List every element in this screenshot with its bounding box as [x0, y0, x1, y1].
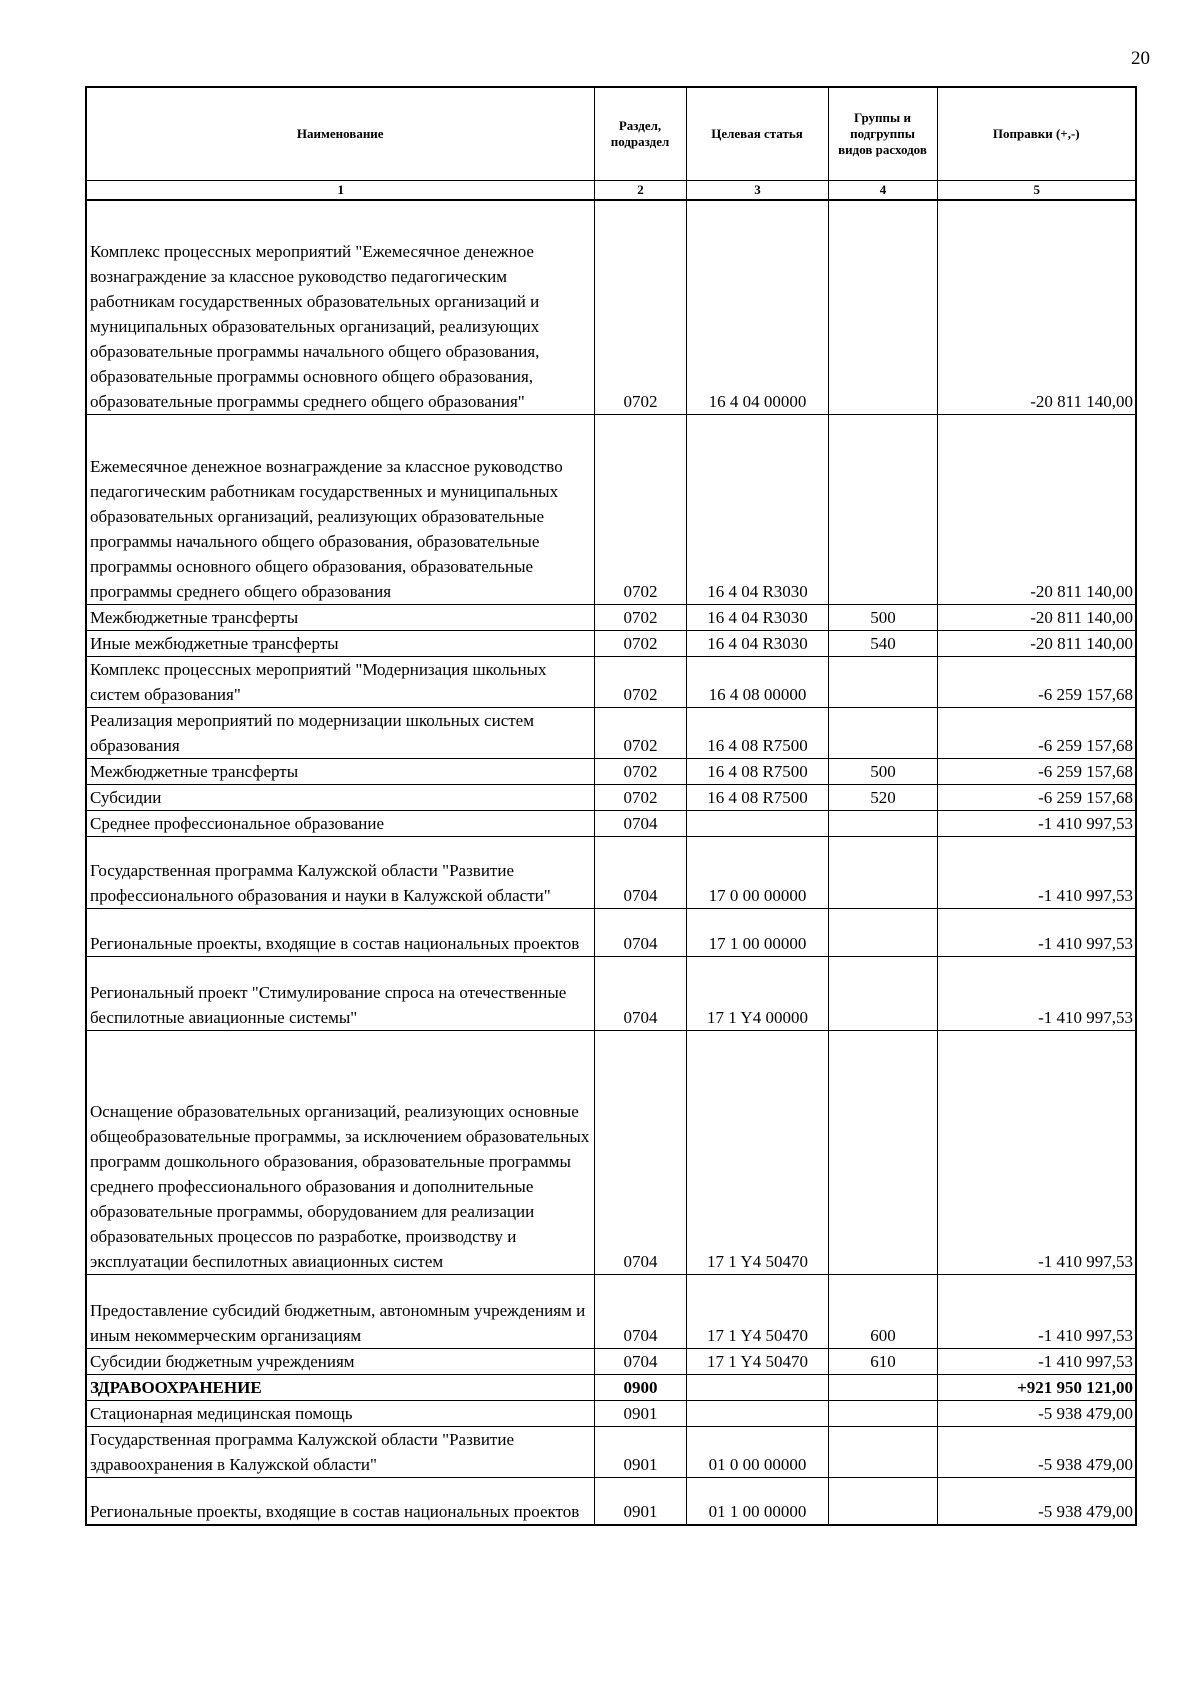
row-section-cell: 0901	[594, 1400, 686, 1426]
row-target-cell: 17 1 Y4 50470	[686, 1274, 828, 1348]
row-group-cell	[828, 200, 937, 414]
column-number: 5	[937, 181, 1136, 201]
row-name-cell: Региональный проект "Стимулирование спроса на отечественные беспилотные авиационные системы"	[86, 956, 594, 1030]
row-group-cell: 520	[828, 784, 937, 810]
row-target-cell	[686, 1374, 828, 1400]
table-row	[86, 836, 1136, 908]
row-amount-cell: -5 938 479,00	[937, 1477, 1136, 1525]
row-section-cell: 0704	[594, 1348, 686, 1374]
table-row	[86, 956, 1136, 1030]
header-row	[86, 87, 1136, 181]
table-row	[86, 1477, 1136, 1525]
row-group-cell: 500	[828, 604, 937, 630]
row-name-cell: Субсидии бюджетным учреждениям	[86, 1348, 594, 1374]
row-amount-cell: -1 410 997,53	[937, 836, 1136, 908]
row-group-cell	[828, 1030, 937, 1274]
row-amount-cell: -6 259 157,68	[937, 758, 1136, 784]
header-expense-groups: Группы и подгруппы видов расходов	[828, 87, 937, 181]
row-name-cell: Реализация мероприятий по модернизации школьных систем образования	[86, 707, 594, 758]
row-section-cell: 0704	[594, 956, 686, 1030]
row-name-cell: ЗДРАВООХРАНЕНИЕ	[86, 1374, 594, 1400]
row-name-cell: Региональные проекты, входящие в состав национальных проектов	[86, 1477, 594, 1525]
row-group-cell	[828, 908, 937, 956]
table-header	[86, 87, 1136, 200]
row-group-cell	[828, 1400, 937, 1426]
row-amount-cell: -20 811 140,00	[937, 604, 1136, 630]
row-amount-cell: -1 410 997,53	[937, 908, 1136, 956]
row-amount-cell: +921 950 121,00	[937, 1374, 1136, 1400]
row-section-cell: 0704	[594, 836, 686, 908]
row-name-cell: Комплекс процессных мероприятий "Ежемесячное денежное вознаграждение за классное руководство педагогическим работникам государственных образовательных организаций и муниципальных образовательных организаций, реализующих образовательные программы начального общего образования, образовательные программы основного общего образования, образовательные программы среднего общего образования"	[86, 200, 594, 414]
row-group-cell	[828, 707, 937, 758]
row-section-cell: 0702	[594, 604, 686, 630]
row-name-cell: Стационарная медицинская помощь	[86, 1400, 594, 1426]
table-row	[86, 1348, 1136, 1374]
header-section: Раздел, подраздел	[594, 87, 686, 181]
row-amount-cell: -1 410 997,53	[937, 1348, 1136, 1374]
row-name-cell: Комплекс процессных мероприятий "Модернизация школьных систем образования"	[86, 656, 594, 707]
row-group-cell: 540	[828, 630, 937, 656]
table-row	[86, 1274, 1136, 1348]
column-number: 4	[828, 181, 937, 201]
row-section-cell: 0901	[594, 1426, 686, 1477]
header-target-article: Целевая статья	[686, 87, 828, 181]
row-name-cell: Ежемесячное денежное вознаграждение за классное руководство педагогическим работникам государственных и муниципальных образовательных организаций, реализующих образовательные программы начального общего образования, образовательные программы основного общего образования, образовательные программы среднего общего образования	[86, 414, 594, 604]
row-target-cell: 16 4 04 R3030	[686, 414, 828, 604]
row-name-cell: Иные межбюджетные трансферты	[86, 630, 594, 656]
row-group-cell: 610	[828, 1348, 937, 1374]
row-amount-cell: -6 259 157,68	[937, 784, 1136, 810]
row-amount-cell: -20 811 140,00	[937, 630, 1136, 656]
row-section-cell: 0702	[594, 784, 686, 810]
row-group-cell	[828, 956, 937, 1030]
row-amount-cell: -1 410 997,53	[937, 956, 1136, 1030]
row-target-cell: 17 1 Y4 50470	[686, 1348, 828, 1374]
row-section-cell: 0702	[594, 414, 686, 604]
row-section-cell: 0702	[594, 630, 686, 656]
table-body	[86, 200, 1136, 1525]
budget-amendments-table	[85, 86, 1137, 1526]
row-target-cell: 16 4 08 R7500	[686, 784, 828, 810]
table-row	[86, 630, 1136, 656]
table-row	[86, 784, 1136, 810]
row-amount-cell: -6 259 157,68	[937, 656, 1136, 707]
table-row	[86, 758, 1136, 784]
row-target-cell: 16 4 08 R7500	[686, 758, 828, 784]
row-group-cell: 600	[828, 1274, 937, 1348]
column-number: 3	[686, 181, 828, 201]
row-name-cell: Предоставление субсидий бюджетным, автономным учреждениям и иным некоммерческим организациям	[86, 1274, 594, 1348]
row-group-cell	[828, 1374, 937, 1400]
row-target-cell: 01 1 00 00000	[686, 1477, 828, 1525]
column-number-row	[86, 181, 1136, 201]
row-section-cell: 0901	[594, 1477, 686, 1525]
row-name-cell: Государственная программа Калужской области "Развитие здравоохранения в Калужской области"	[86, 1426, 594, 1477]
row-name-cell: Межбюджетные трансферты	[86, 758, 594, 784]
row-group-cell	[828, 1426, 937, 1477]
row-name-cell: Оснащение образовательных организаций, реализующих основные общеобразовательные программы, за исключением образовательных программ дошкольного образования, образовательные программы среднего профессионального образования и дополнительные образовательные программы, оборудованием для реализации образовательных процессов по разработке, производству и эксплуатации беспилотных авиационных систем	[86, 1030, 594, 1274]
row-target-cell	[686, 810, 828, 836]
row-target-cell: 16 4 04 00000	[686, 200, 828, 414]
table-row	[86, 656, 1136, 707]
table-row	[86, 1030, 1136, 1274]
row-section-cell: 0704	[594, 810, 686, 836]
table-row	[86, 1426, 1136, 1477]
row-group-cell	[828, 656, 937, 707]
table-row	[86, 810, 1136, 836]
row-name-cell: Среднее профессиональное образование	[86, 810, 594, 836]
column-number: 2	[594, 181, 686, 201]
row-group-cell	[828, 836, 937, 908]
row-group-cell	[828, 414, 937, 604]
row-target-cell: 17 1 Y4 00000	[686, 956, 828, 1030]
row-section-cell: 0704	[594, 1030, 686, 1274]
table-row	[86, 200, 1136, 414]
table-row	[86, 1374, 1136, 1400]
row-section-cell: 0702	[594, 758, 686, 784]
table-row	[86, 604, 1136, 630]
row-target-cell: 17 1 Y4 50470	[686, 1030, 828, 1274]
row-section-cell: 0900	[594, 1374, 686, 1400]
row-section-cell: 0702	[594, 656, 686, 707]
row-section-cell: 0702	[594, 200, 686, 414]
column-number: 1	[86, 181, 594, 201]
header-amendments: Поправки (+,-)	[937, 87, 1136, 181]
row-name-cell: Региональные проекты, входящие в состав национальных проектов	[86, 908, 594, 956]
table-row	[86, 707, 1136, 758]
row-name-cell: Государственная программа Калужской области "Развитие профессионального образования и науки в Калужской области"	[86, 836, 594, 908]
row-group-cell: 500	[828, 758, 937, 784]
row-section-cell: 0704	[594, 908, 686, 956]
row-amount-cell: -1 410 997,53	[937, 1274, 1136, 1348]
row-target-cell	[686, 1400, 828, 1426]
row-target-cell: 01 0 00 00000	[686, 1426, 828, 1477]
row-group-cell	[828, 810, 937, 836]
row-amount-cell: -20 811 140,00	[937, 414, 1136, 604]
row-target-cell: 16 4 04 R3030	[686, 604, 828, 630]
row-amount-cell: -20 811 140,00	[937, 200, 1136, 414]
page-number: 20	[1131, 48, 1150, 69]
row-name-cell: Субсидии	[86, 784, 594, 810]
table-row	[86, 414, 1136, 604]
row-amount-cell: -5 938 479,00	[937, 1400, 1136, 1426]
row-target-cell: 17 1 00 00000	[686, 908, 828, 956]
row-name-cell: Межбюджетные трансферты	[86, 604, 594, 630]
header-name: Наименование	[86, 87, 594, 181]
row-amount-cell: -1 410 997,53	[937, 1030, 1136, 1274]
row-section-cell: 0702	[594, 707, 686, 758]
row-target-cell: 16 4 08 R7500	[686, 707, 828, 758]
row-amount-cell: -1 410 997,53	[937, 810, 1136, 836]
row-target-cell: 16 4 08 00000	[686, 656, 828, 707]
row-target-cell: 17 0 00 00000	[686, 836, 828, 908]
row-group-cell	[828, 1477, 937, 1525]
row-amount-cell: -5 938 479,00	[937, 1426, 1136, 1477]
table-row	[86, 1400, 1136, 1426]
row-section-cell: 0704	[594, 1274, 686, 1348]
row-target-cell: 16 4 04 R3030	[686, 630, 828, 656]
row-amount-cell: -6 259 157,68	[937, 707, 1136, 758]
table-row	[86, 908, 1136, 956]
